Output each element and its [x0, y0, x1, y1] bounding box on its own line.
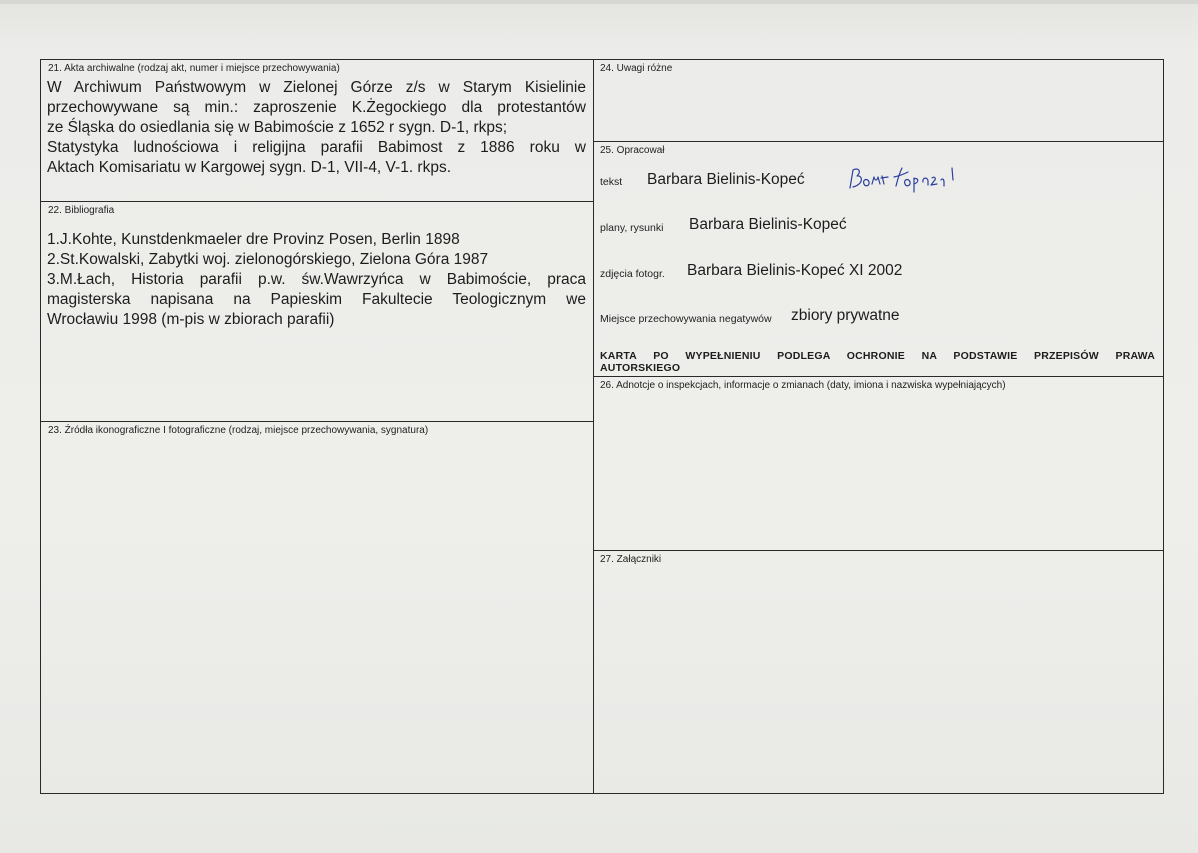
- text-line: 3.M.Łach, Historia parafii p.w. św.Wawrzyńca w Babimoście, praca: [47, 271, 586, 288]
- text-author-label: tekst: [600, 176, 623, 188]
- section-21-text: [47, 78, 586, 178]
- section-24-header: 24. Uwagi różne: [600, 63, 673, 74]
- text-line: Wrocławiu 1998 (m-pis w zbiorach parafii): [47, 311, 335, 328]
- photos-author-value: Barbara Bielinis-Kopeć XI 2002: [687, 262, 903, 279]
- text-line: magisterska napisana na Papieskim Fakultecie Teologicznym we: [47, 291, 586, 308]
- text-author-value: Barbara Bielinis-Kopeć: [647, 171, 805, 188]
- plans-author-label: plany, rysunki: [600, 222, 664, 234]
- copyright-notice: [600, 350, 1155, 374]
- text-line: Statystyka ludnościowa i religijna parafii Babimost z 1886 roku w: [47, 139, 586, 156]
- text-line: 1.J.Kohte, Kunstdenkmaeler dre Provinz Posen, Berlin 1898: [47, 231, 460, 248]
- section-26-box: [593, 376, 1164, 551]
- section-25-box: [593, 141, 1164, 377]
- copyright-notice-line: AUTORSKIEGO: [600, 362, 681, 374]
- section-22-box: [40, 201, 594, 422]
- handwritten-signature: [844, 162, 964, 194]
- text-line: przechowywane są min.: zaproszenie K.Żegockiego dla protestantów: [47, 99, 586, 116]
- text-line: ze Śląska do osiedlania się w Babimoście z 1652 r sygn. D-1, rkps;: [47, 119, 508, 136]
- section-21-box: [40, 59, 594, 202]
- photos-author-label: zdjęcia fotogr.: [600, 268, 665, 280]
- section-23-header: 23. Źródła ikonograficzne I fotograficzne (rodzaj, miejsce przechowywania, sygnatura): [48, 425, 429, 436]
- section-24-box: [593, 59, 1164, 142]
- section-27-box: [593, 550, 1164, 794]
- section-25-header: 25. Opracował: [600, 145, 665, 156]
- copyright-notice-line: KARTA PO WYPEŁNIENIU PODLEGA OCHRONIE NA PODSTAWIE PRZEPISÓW PRAWA: [600, 350, 1155, 362]
- section-23-box: [40, 421, 594, 794]
- section-21-header: 21. Akta archiwalne (rodzaj akt, numer i miejsce przechowywania): [48, 63, 340, 74]
- negatives-location-value: zbiory prywatne: [791, 307, 900, 324]
- section-22-text: [47, 230, 586, 330]
- section-26-header: 26. Adnotcje o inspekcjach, informacje o zmianach (daty, imiona i nazwiska wypełniających): [600, 380, 1006, 391]
- section-22-header: 22. Bibliografia: [48, 205, 115, 216]
- negatives-location-label: Miejsce przechowywania negatywów: [600, 313, 772, 325]
- section-27-header: 27. Załączniki: [600, 554, 662, 565]
- text-line: 2.St.Kowalski, Zabytki woj. zielonogórskiego, Zielona Góra 1987: [47, 251, 489, 268]
- plans-author-value: Barbara Bielinis-Kopeć: [689, 216, 847, 233]
- scan-edge: [0, 0, 1198, 4]
- text-line: Aktach Komisariatu w Kargowej sygn. D-1, VII-4, V-1. rkps.: [47, 159, 452, 176]
- text-line: W Archiwum Państwowym w Zielonej Górze z/s w Starym Kisielinie: [47, 79, 586, 96]
